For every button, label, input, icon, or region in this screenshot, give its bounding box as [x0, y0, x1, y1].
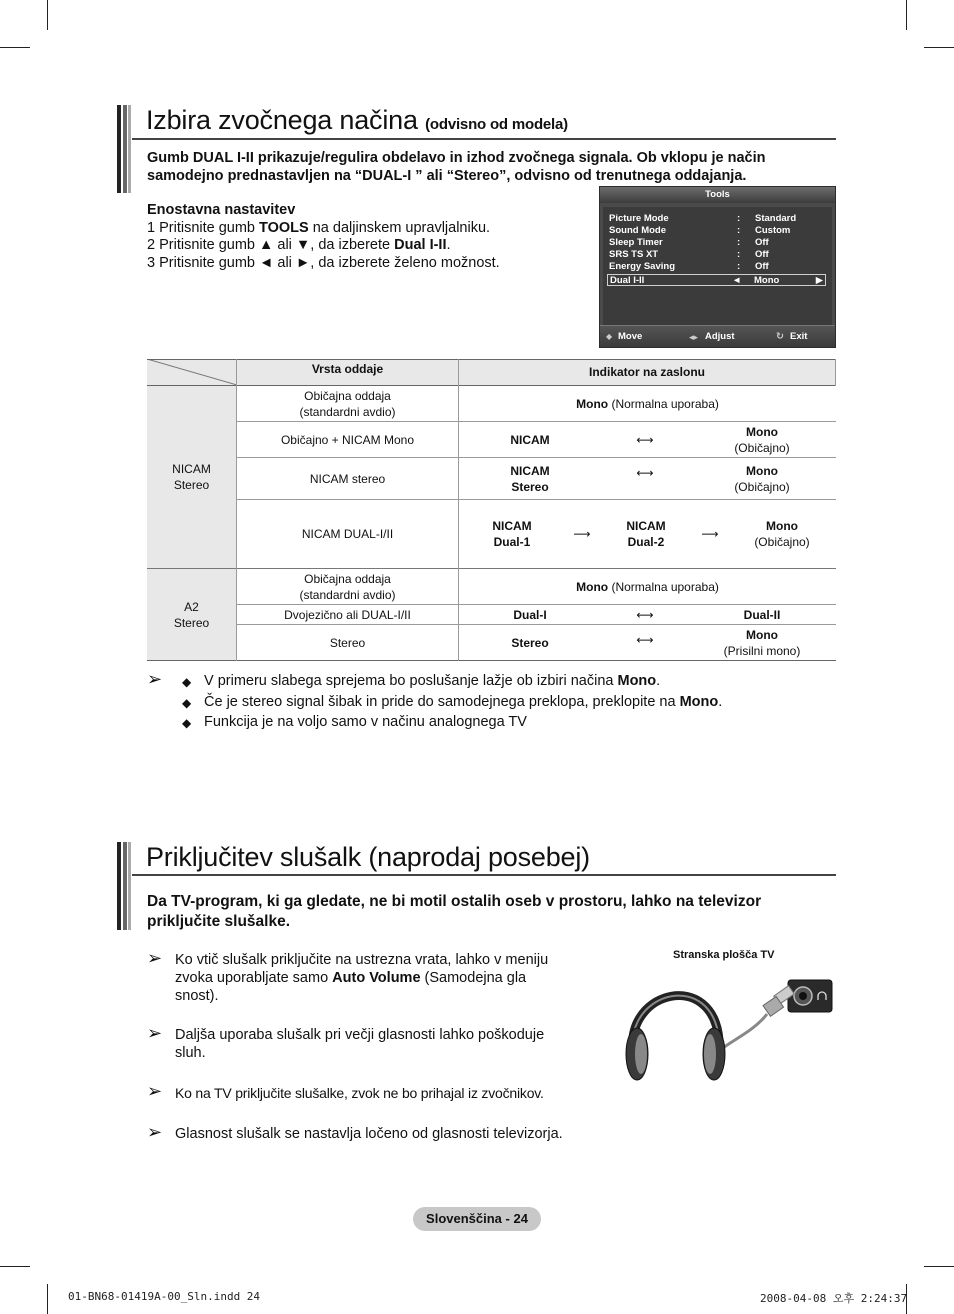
right-arrow-icon: ⟶ — [573, 527, 591, 541]
osd-row: SRS TS XT : Off — [609, 249, 769, 260]
indicator-right: Mono (Običajno) — [734, 424, 790, 455]
headphones-illustration — [615, 970, 840, 1085]
intro-line: samodejno prednastavljen na “DUAL-I ” ali “Stereo”, odvisno od trenutnega oddajanja. — [147, 168, 747, 184]
section-rule — [132, 138, 836, 140]
note-1: V primeru slabega sprejema bo poslušanje lažje ob izbiri načina Mono. — [204, 673, 661, 689]
step-2: 2 Pritisnite gumb ▲ ali ▼, da izberete Dual I-II. — [147, 237, 451, 253]
page-number-badge: Slovenščina - 24 — [413, 1207, 541, 1231]
bidirectional-arrow-icon: ⟷ — [636, 633, 654, 647]
note-arrow-icon: ➢ — [147, 1023, 163, 1043]
diamond-bullet-icon: ◆ — [182, 675, 192, 689]
indicator-left: Dual-I — [513, 607, 547, 622]
crop-mark — [47, 0, 48, 30]
indicator-right: Mono (Prisilni mono) — [723, 627, 801, 658]
type-cell: Običajno + NICAM Mono — [280, 432, 415, 447]
bidirectional-arrow-icon: ⟷ — [636, 432, 654, 447]
bidirectional-arrow-icon: ⟷ — [636, 607, 654, 622]
group-a2: A2 Stereo — [173, 599, 210, 630]
osd-title: Tools — [600, 187, 835, 203]
title-note: (odvisno od modela) — [425, 116, 568, 133]
move-icon: ◆ — [606, 332, 613, 341]
section-intro — [147, 149, 837, 185]
note-arrow-icon: ➢ — [147, 1081, 163, 1101]
indicator-left: NICAM — [510, 432, 550, 447]
footer-timestamp: 2008-04-08 오후 2:24:37 — [760, 1292, 908, 1305]
type-cell: NICAM stereo — [309, 471, 386, 486]
indicator-dual1: NICAM Dual-1 — [492, 519, 532, 549]
bidirectional-arrow-icon: ⟷ — [636, 466, 654, 480]
right-arrow-icon: ▶ — [815, 275, 823, 286]
crop-mark — [924, 47, 954, 48]
crop-mark — [0, 47, 30, 48]
intro-line: priključite slušalke. — [147, 913, 291, 930]
indicator-mono: Mono (Običajno) — [754, 519, 810, 549]
corner-diagonal — [147, 359, 237, 385]
type-cell: Običajna oddaja (standardni avdio) — [299, 388, 396, 419]
osd-row: Energy Saving : Off — [609, 261, 769, 272]
headphone-note-2: Daljša uporaba slušalk pri večji glasnosti lahko poškoduje sluh. — [175, 1027, 545, 1061]
adjust-icon: ◂▸ — [689, 332, 699, 342]
indicator-dual2: NICAM Dual-2 — [626, 519, 666, 549]
section-title: Priključitev slušalk (naprodaj posebej) — [146, 842, 590, 872]
crop-mark — [47, 1284, 48, 1314]
type-cell: NICAM DUAL-I/II — [301, 527, 394, 541]
broadcast-table — [147, 359, 836, 661]
indicator-left: Stereo — [511, 635, 549, 650]
steps-block — [147, 202, 587, 272]
note-arrow-icon: ➢ — [147, 948, 163, 968]
osd-row-selected: Dual I-II ◄ Mono ▶ — [607, 274, 826, 286]
indicator-right: Dual-II — [743, 607, 781, 622]
title-text: Izbira zvočnega načina — [146, 105, 418, 135]
adjust-label: Adjust — [705, 331, 735, 342]
type-cell: Običajna oddaja (standardni avdio) — [299, 571, 396, 602]
headphone-note-1: Ko vtič slušalk priključite na ustrezna vrata, lahko v meniju zvoka uporabljate samo Auto Volume (Samodejna gla snost). — [175, 952, 549, 1004]
header-type: Vrsta oddaje — [311, 362, 384, 376]
tools-menu-screenshot — [599, 186, 836, 348]
section-bar — [117, 105, 131, 193]
osd-row: Sleep Timer : Off — [609, 237, 769, 248]
type-cell: Stereo — [329, 635, 366, 650]
indicator-cell: Mono (Normalna uporaba) — [576, 396, 719, 411]
crop-mark — [906, 0, 907, 30]
section-title — [146, 105, 568, 136]
diamond-bullet-icon: ◆ — [182, 716, 192, 730]
panel-label: Stranska plošča TV — [673, 949, 775, 961]
osd-row: Sound Mode : Custom — [609, 225, 791, 236]
crop-mark — [924, 1266, 954, 1267]
indicator-left: NICAM Stereo — [510, 463, 550, 494]
note-3: Funkcija je na voljo samo v načinu analognega TV — [204, 714, 527, 730]
footer-file: 01-BN68-01419A-00_Sln.indd 24 — [68, 1290, 261, 1303]
section-bar — [117, 842, 131, 930]
osd-body — [603, 207, 832, 325]
crop-mark — [0, 1266, 30, 1267]
header-indicator: Indikator na zaslonu — [588, 365, 705, 379]
intro-line: Da TV-program, ki ga gledate, ne bi motil ostalih oseb v prostoru, lahko na televizor — [147, 893, 762, 910]
section-rule — [132, 874, 836, 876]
note-arrow-icon: ➢ — [147, 669, 163, 689]
osd-footer — [600, 325, 835, 347]
right-arrow-icon: ⟶ — [701, 527, 719, 541]
type-cell: Dvojezično ali DUAL-I/II — [284, 607, 411, 622]
section-intro — [147, 892, 837, 932]
note-2: Če je stereo signal šibak in pride do samodejnega preklopa, preklopite na Mono. — [204, 694, 723, 710]
note-arrow-icon: ➢ — [147, 1122, 163, 1142]
intro-line: Gumb DUAL I-II prikazuje/regulira obdelavo in izhod zvočnega signala. Ob vklopu je način — [147, 150, 766, 166]
indicator-right: Mono (Običajno) — [734, 463, 790, 494]
step-3: 3 Pritisnite gumb ◄ ali ►, da izberete želeno možnost. — [147, 254, 500, 271]
headphone-note-3: Ko na TV priključite slušalke, zvok ne bo prihajal iz zvočnikov. — [175, 1085, 544, 1101]
indicator-cell: Mono (Normalna uporaba) — [576, 579, 719, 594]
exit-label: Exit — [790, 331, 808, 342]
move-label: Move — [618, 331, 643, 342]
group-nicam: NICAM Stereo — [172, 462, 211, 492]
osd-row: Picture Mode : Standard — [609, 213, 797, 224]
left-arrow-icon: ◄ — [732, 275, 742, 286]
step-1: 1 Pritisnite gumb TOOLS na daljinskem upravljalniku. — [147, 219, 491, 236]
exit-icon: ↻ — [776, 331, 784, 342]
headphone-note-4: Glasnost slušalk se nastavlja ločeno od glasnosti televizorja. — [175, 1126, 563, 1142]
steps-heading: Enostavna nastavitev — [147, 202, 296, 218]
diamond-bullet-icon: ◆ — [182, 696, 192, 710]
